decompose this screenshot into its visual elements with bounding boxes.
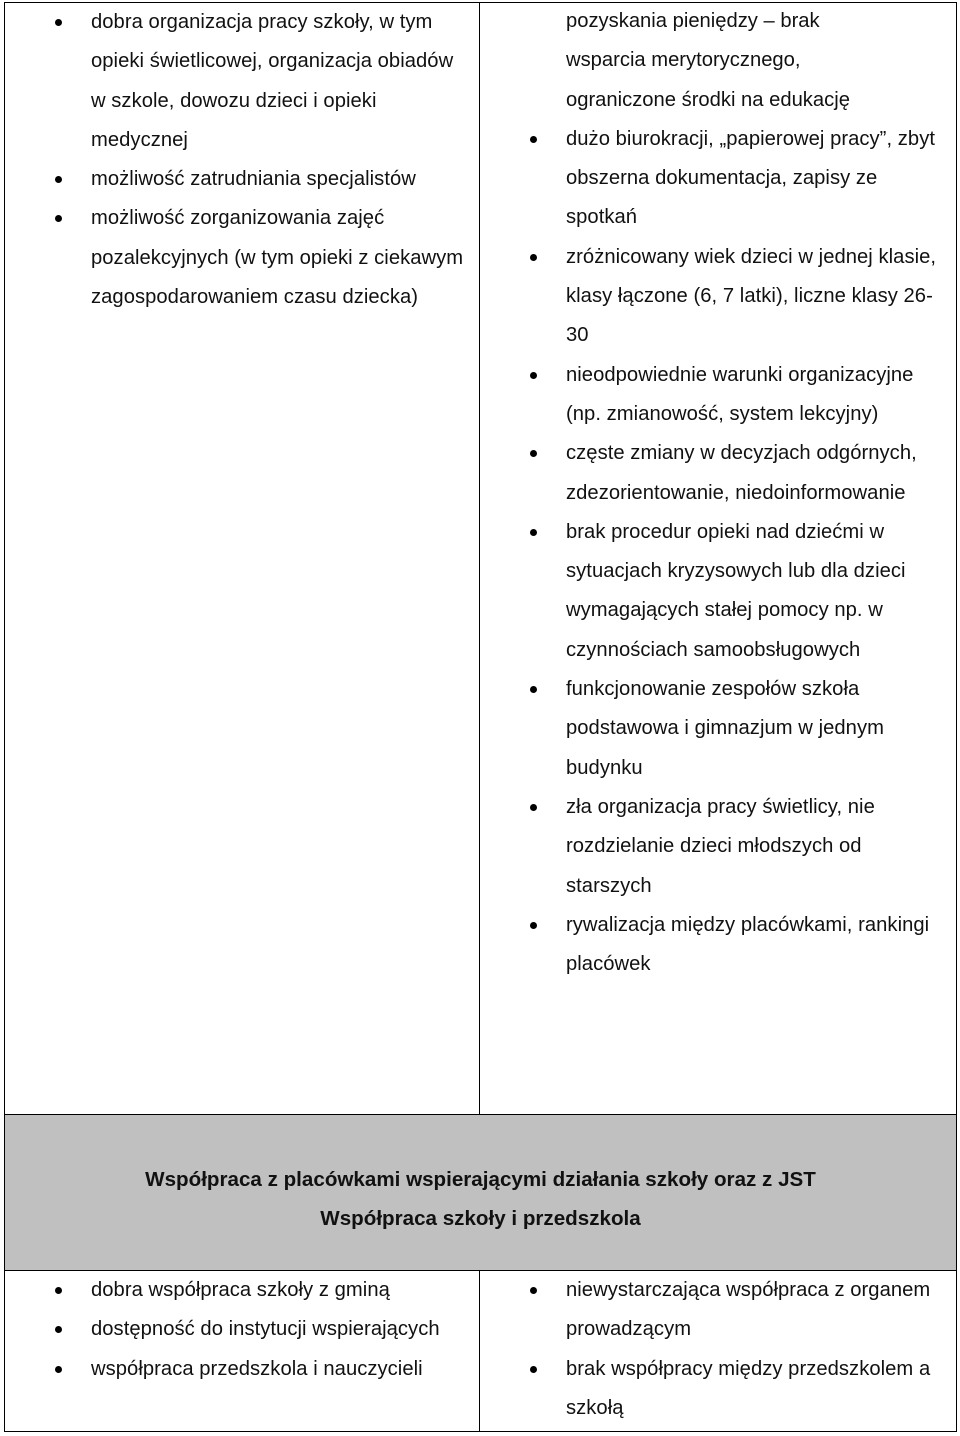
list-item	[5, 160, 479, 199]
continuation-line: wsparcia merytorycznego,	[566, 49, 801, 72]
list-item-text: częste zmiany w decyzjach odgórnych, zdezorientowanie, niedoinformowanie	[566, 442, 917, 504]
section-header-cell	[5, 1115, 957, 1271]
list-item-text: nieodpowiednie warunki organizacyjne (np. zmianowość, system lekcyjny)	[566, 363, 914, 425]
cooperation-weaknesses-list	[480, 1271, 956, 1428]
bullet-icon	[55, 19, 62, 26]
section-title: Współpraca z placówkami wspierającymi działania szkoły oraz z JST	[145, 1168, 816, 1191]
bullet-icon	[530, 529, 537, 536]
list-item-text: możliwość zorganizowania zajęć pozalekcyjnych (w tym opieki z ciekawym zagospodarowaniem czasu dziecka)	[91, 207, 464, 309]
list-item	[480, 788, 956, 906]
list-item	[5, 199, 479, 317]
list-item	[5, 3, 479, 160]
list-item-text: dużo biurokracji, „papierowej pracy”, zbyt obszerna dokumentacja, zapisy ze spotkań	[566, 127, 935, 229]
list-item	[480, 120, 956, 238]
list-item	[480, 670, 956, 788]
list-item	[480, 513, 956, 670]
list-item	[5, 1350, 479, 1389]
strengths-list	[5, 3, 479, 317]
bullet-icon	[55, 1287, 62, 1294]
list-item-text: zła organizacja pracy świetlicy, nie rozdzielanie dzieci młodszych od starszych	[566, 795, 875, 897]
bullet-icon	[55, 1366, 62, 1373]
document-page	[4, 2, 956, 1434]
bullet-icon	[530, 372, 537, 379]
list-item	[480, 906, 956, 985]
swot-table	[4, 2, 957, 1432]
list-item-text: rywalizacja między placówkami, rankingi placówek	[566, 913, 930, 976]
continuation-line: pozyskania pieniędzy – brak	[566, 10, 820, 32]
bullet-icon	[530, 450, 537, 457]
list-item-text: zróżnicowany wiek dzieci w jednej klasie, klasy łączone (6, 7 latki), liczne klasy 26-30	[566, 245, 937, 347]
bullet-icon	[530, 686, 537, 693]
list-item-text: dobra organizacja pracy szkoły, w tym opieki świetlicowej, organizacja obiadów w szkole, dowozu dzieci i opieki medycznej	[91, 11, 454, 151]
bullet-icon	[530, 1366, 537, 1373]
bullet-icon	[530, 254, 537, 261]
cooperation-strengths-list	[5, 1271, 479, 1389]
strengths-cell	[5, 3, 480, 1115]
table-row	[5, 1271, 957, 1432]
weaknesses-list	[480, 120, 956, 985]
table-row	[5, 3, 957, 1115]
list-item-text: niewystarczająca współpraca z organem prowadzącym	[566, 1279, 931, 1341]
list-item-text: możliwość zatrudniania specjalistów	[91, 168, 416, 191]
section-header-row	[5, 1115, 957, 1271]
list-item-text: brak procedur opieki nad dziećmi w sytuacjach kryzysowych lub dla dzieci wymagających stałej pomocy np. w czynnościach samoobsługowych	[566, 520, 906, 661]
list-item	[5, 1310, 479, 1349]
bullet-icon	[55, 1326, 62, 1333]
list-item-text: brak współpracy między przedszkolem a szkołą	[566, 1357, 931, 1419]
weaknesses-continuation	[480, 2, 956, 120]
list-item	[480, 238, 956, 356]
list-item-text: współpraca przedszkola i nauczycieli	[91, 1357, 423, 1380]
list-item-text: dostępność do instytucji wspierających	[91, 1318, 440, 1341]
list-item	[480, 434, 956, 513]
bullet-icon	[530, 804, 537, 811]
bullet-icon	[530, 136, 537, 143]
list-item	[480, 1271, 956, 1350]
list-item	[480, 356, 956, 435]
bullet-icon	[55, 176, 62, 183]
list-item-text: funkcjonowanie zespołów szkoła podstawowa i gimnazjum w jednym budynku	[566, 678, 884, 779]
bullet-icon	[530, 922, 537, 929]
weaknesses-cell	[480, 1271, 957, 1432]
continuation-line: ograniczone środki na edukację	[566, 88, 850, 111]
bullet-icon	[530, 1287, 537, 1294]
section-subtitle: Współpraca szkoły i przedszkola	[320, 1207, 641, 1231]
bullet-icon	[55, 215, 62, 222]
list-item-text: dobra współpraca szkoły z gminą	[91, 1279, 390, 1301]
weaknesses-cell	[480, 3, 957, 1115]
list-item	[5, 1271, 479, 1310]
list-item	[480, 1350, 956, 1429]
strengths-cell	[5, 1271, 480, 1432]
